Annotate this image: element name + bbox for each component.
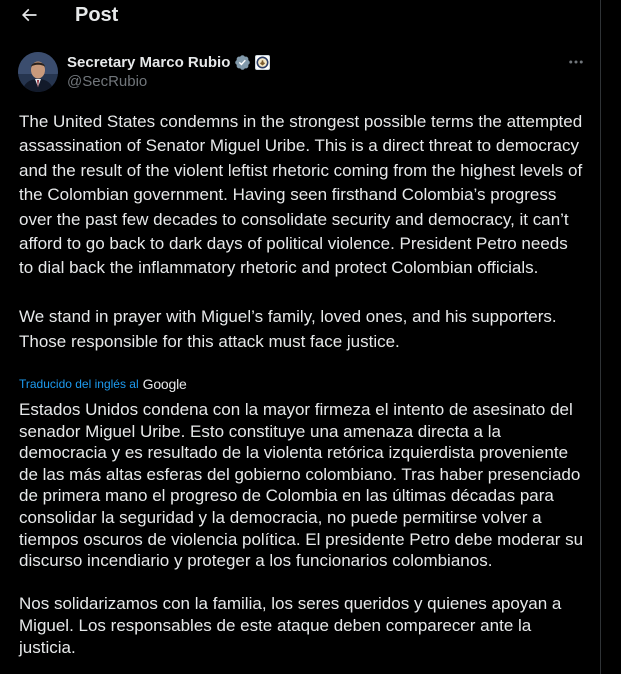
post-author [67,52,270,90]
author-display-name[interactable]: Secretary Marco Rubio [67,53,231,71]
avatar[interactable] [18,52,58,92]
more-options-icon [567,53,585,71]
google-logo: Google [142,376,187,392]
more-options-button[interactable] [566,52,586,72]
author-handle[interactable]: @SecRubio [67,73,148,90]
post-header [0,0,600,30]
translation-label[interactable] [19,376,187,392]
back-button[interactable] [16,2,42,28]
translation-label-text: Traducido del inglés al [19,377,139,391]
verified-badge-icon[interactable] [234,54,251,71]
state-department-seal-icon[interactable] [255,55,270,70]
author-name-row [67,52,270,72]
post-text: The United States condemns in the strongest possible terms the attempted assassination of Senator Miguel Uribe. This is a direct threat to democracy and the result of the violent leftist rhetoric coming from the highest levels of the Colombian government. Having seen firsthand Colombia’s progress over the past few decades to consolidate security and democracy, it can’t afford to go back to dark days of political violence. President Petro needs to dial back the inflammatory rhetoric and protect Colombian officials. We stand in prayer with Miguel’s family, loved ones, and his supporters. Those responsible for this attack must face justice. [19,112,583,351]
translated-text: Estados Unidos condena con la mayor firmeza el intento de asesinato del senador Miguel Uribe. Esto constituye una amenaza directa a la democracia y es resultado de la violenta retórica izquierdista proveniente de las más altas esferas del gobierno colombiano. Tras haber presenciado de primera mano el progreso de Colombia en las últimas décadas para consolidar la seguridad y la democracia, no puede permitirse volver a tiempos oscuros de violencia política. El presidente Petro debe moderar su discurso incendiario y proteger a los funcionarios colombianos. Nos solidarizamos con la familia, los seres queridos y quienes apoyan a Miguel. Los responsables de este ataque deben comparecer ante la justicia. [19,400,584,657]
avatar-image [18,52,58,92]
page-title: Post [75,4,119,26]
arrow-left-icon [19,5,39,25]
